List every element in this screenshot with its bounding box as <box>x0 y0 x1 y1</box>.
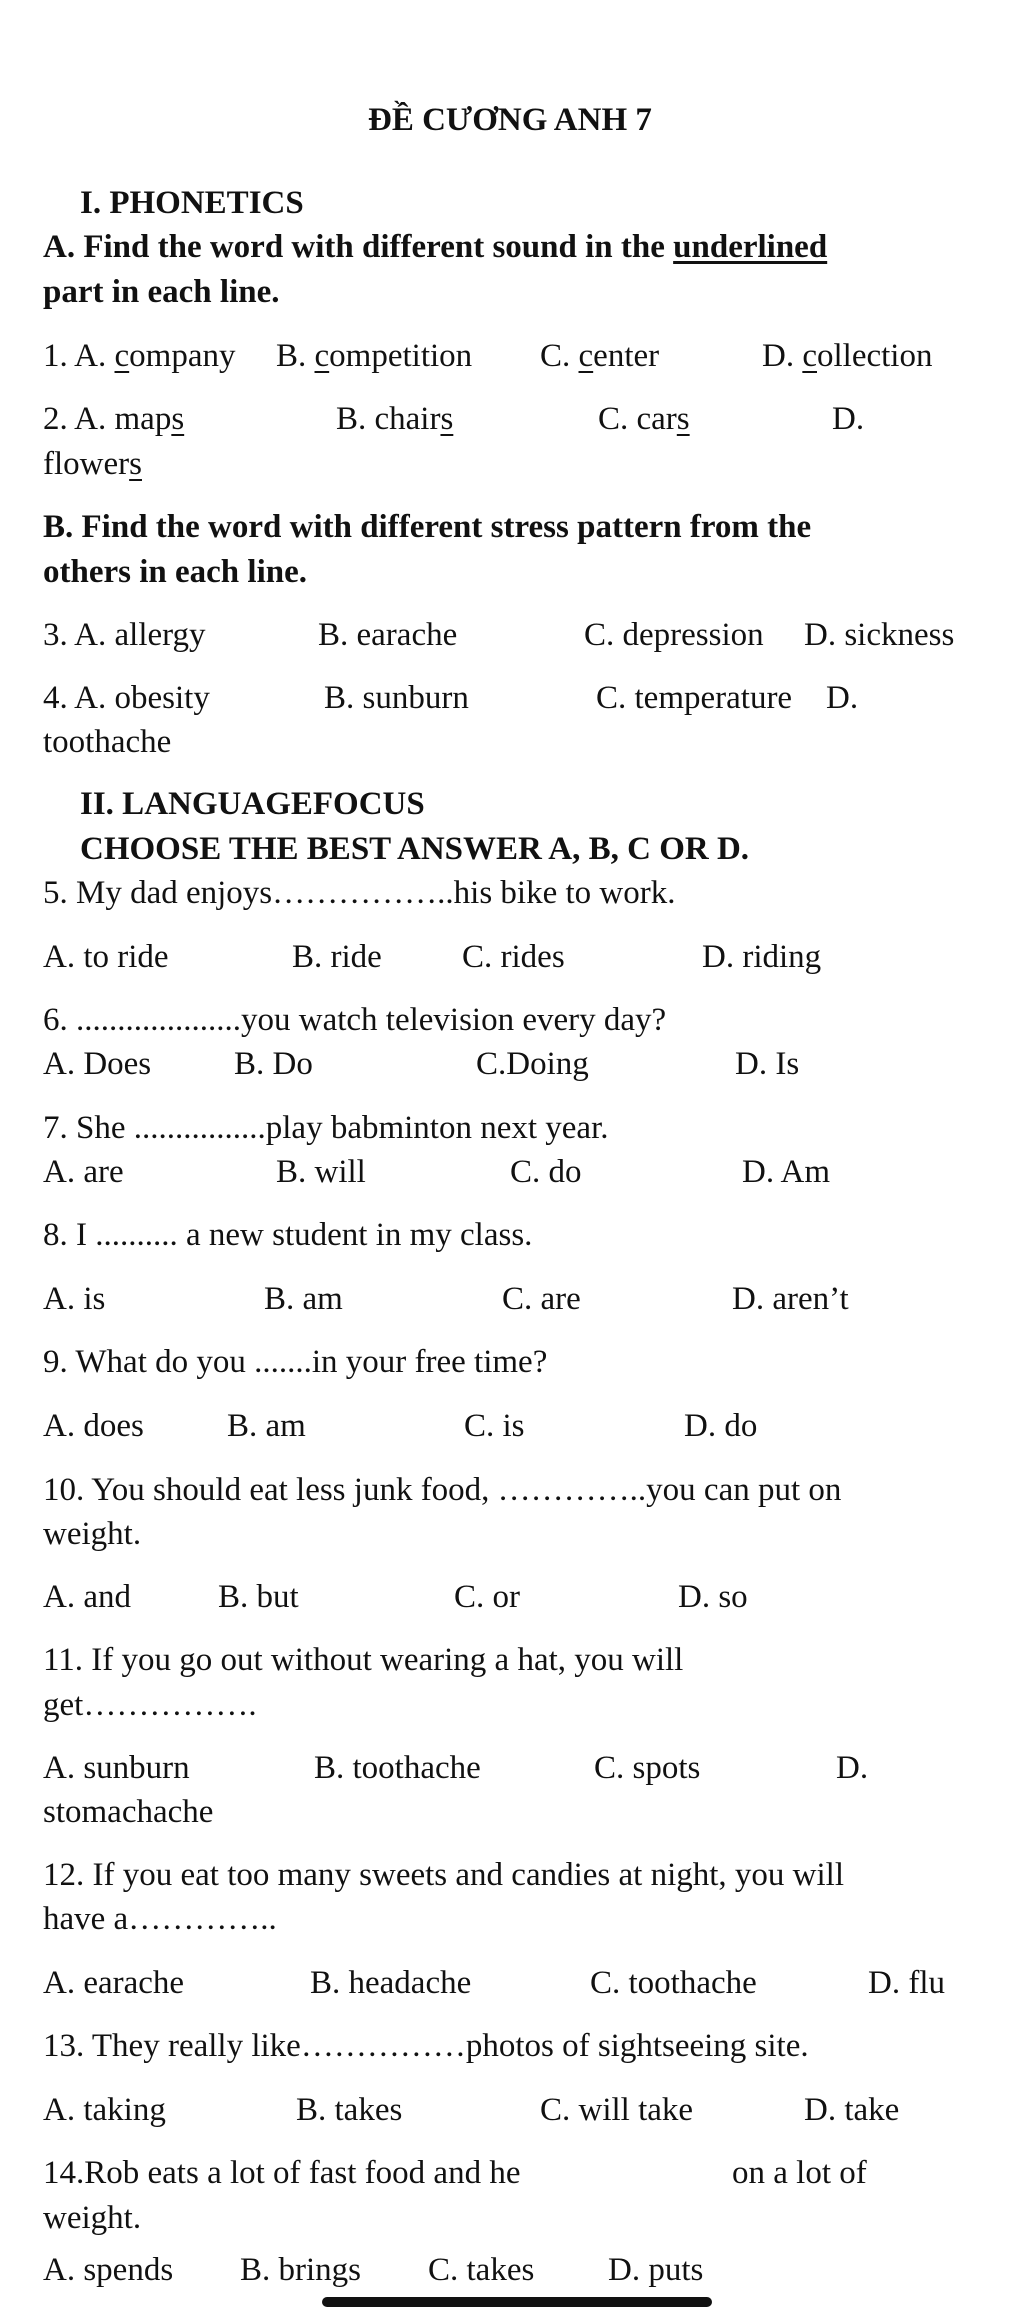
q12-stem-line2: have a………….. <box>43 1901 277 1937</box>
q4-option-d-label: D. <box>826 680 859 716</box>
q5-option-d: D. riding <box>702 939 822 975</box>
q1-d-prefix: D. <box>762 338 803 374</box>
q4-option-a: 4. A. obesity <box>43 680 210 716</box>
q13-option-b: B. takes <box>296 2092 403 2128</box>
q2-option-d <box>43 444 142 484</box>
q9-option-d: D. do <box>684 1408 758 1444</box>
q11-option-d: stomachache <box>43 1794 214 1830</box>
section-phonetics-heading: I. PHONETICS <box>80 185 304 221</box>
q8-stem: 8. I .......... a new student in my class. <box>43 1217 533 1253</box>
q13-option-c: C. will take <box>540 2092 694 2128</box>
q1-b-prefix: B. <box>276 338 315 374</box>
q9-stem: 9. What do you .......in your free time? <box>43 1344 548 1380</box>
q2-option-c <box>598 399 690 439</box>
q7-option-c: C. do <box>510 1154 582 1190</box>
q10-option-a: A. and <box>43 1579 131 1615</box>
part-a-instruction-line1 <box>43 227 827 267</box>
q1-a-rest: ompany <box>129 338 236 374</box>
document-title: ĐỀ CƯƠNG ANH 7 <box>368 102 652 138</box>
part-b-instruction-line2: others in each line. <box>43 554 307 590</box>
q11-stem-line2: get……………. <box>43 1687 257 1723</box>
q14-option-b: B. brings <box>240 2252 362 2288</box>
q8-option-d: D. aren’t <box>732 1281 849 1317</box>
q7-option-d: D. Am <box>742 1154 831 1190</box>
q11-option-d-label: D. <box>836 1750 869 1786</box>
q11-option-c: C. spots <box>594 1750 701 1786</box>
q8-option-c: C. are <box>502 1281 581 1317</box>
q2-option-b <box>336 399 453 439</box>
part-a-instruction-text: A. Find the word with different sound in the <box>43 229 674 265</box>
q1-number: 1. A. <box>43 338 115 374</box>
q1-d-rest: ollection <box>817 338 933 374</box>
q9-option-a: A. does <box>43 1408 144 1444</box>
q10-option-b: B. but <box>218 1579 299 1615</box>
q1-option-a <box>43 336 236 376</box>
q1-c-underlined-letter: c <box>578 338 594 374</box>
q12-option-a: A. earache <box>43 1965 185 2001</box>
q11-stem-line1: 11. If you go out without wearing a hat, you will <box>43 1642 684 1678</box>
q7-option-b: B. will <box>276 1154 366 1190</box>
q1-b-rest: ompetition <box>329 338 473 374</box>
q3-option-d: D. sickness <box>804 617 955 653</box>
q2-b-prefix: B. chair <box>336 401 441 437</box>
q4-option-c: C. temperature <box>596 680 793 716</box>
q1-b-underlined-letter: c <box>314 338 330 374</box>
q11-option-b: B. toothache <box>314 1750 481 1786</box>
q12-option-c: C. toothache <box>590 1965 757 2001</box>
q2-c-underlined-letter: s <box>676 401 690 437</box>
q2-a-underlined-letter: s <box>171 401 185 437</box>
part-a-instruction-line2: part in each line. <box>43 274 280 310</box>
q1-c-prefix: C. <box>540 338 579 374</box>
q1-option-c <box>540 336 659 376</box>
q2-a-prefix: 2. A. map <box>43 401 172 437</box>
q1-d-underlined-letter: c <box>802 338 817 374</box>
q2-c-prefix: C. car <box>598 401 677 437</box>
q12-stem-line1: 12. If you eat too many sweets and candies at night, you will <box>43 1857 844 1893</box>
q2-d-prefix: flower <box>43 446 130 482</box>
q1-option-b <box>276 336 472 376</box>
section-language-focus-heading: II. LANGUAGEFOCUS <box>80 786 425 822</box>
q8-option-b: B. am <box>264 1281 343 1317</box>
q14-stem-line1-part2: on a lot of <box>732 2155 867 2191</box>
q1-c-rest: enter <box>593 338 660 374</box>
q10-option-c: C. or <box>454 1579 520 1615</box>
q8-option-a: A. is <box>43 1281 106 1317</box>
q6-stem: 6. ....................you watch television every day? <box>43 1002 667 1038</box>
q2-option-a <box>43 399 184 439</box>
q12-option-b: B. headache <box>310 1965 472 2001</box>
q6-option-b: B. Do <box>234 1046 313 1082</box>
q4-option-d: toothache <box>43 724 172 760</box>
q7-option-a: A. are <box>43 1154 124 1190</box>
q14-option-d: D. puts <box>608 2252 704 2288</box>
q10-option-d: D. so <box>678 1579 748 1615</box>
part-b-instruction-line1: B. Find the word with different stress pattern from the <box>43 509 812 545</box>
q14-option-a: A. spends <box>43 2252 174 2288</box>
q6-option-d: D. Is <box>735 1046 800 1082</box>
q6-option-c: C.Doing <box>476 1046 589 1082</box>
q1-a-underlined-letter: c <box>114 338 130 374</box>
q5-option-b: B. ride <box>292 939 382 975</box>
q9-option-b: B. am <box>227 1408 306 1444</box>
underlined-word: underlined <box>673 229 828 265</box>
q14-stem-line1-part1: 14.Rob eats a lot of fast food and he <box>43 2155 521 2191</box>
q5-option-c: C. rides <box>462 939 565 975</box>
q14-option-c: C. takes <box>428 2252 535 2288</box>
q11-option-a: A. sunburn <box>43 1750 190 1786</box>
home-indicator-bar[interactable] <box>322 2297 712 2307</box>
q5-stem: 5. My dad enjoys……………..his bike to work. <box>43 875 676 911</box>
q9-option-c: C. is <box>464 1408 525 1444</box>
q2-b-underlined-letter: s <box>440 401 454 437</box>
section-language-focus-instruction: CHOOSE THE BEST ANSWER A, B, C OR D. <box>80 831 750 867</box>
q6-option-a: A. Does <box>43 1046 152 1082</box>
q3-option-a: 3. A. allergy <box>43 617 206 653</box>
q13-option-a: A. taking <box>43 2092 166 2128</box>
q10-stem-line2: weight. <box>43 1516 142 1552</box>
q10-stem-line1: 10. You should eat less junk food, …………..you can put on <box>43 1472 842 1508</box>
q5-option-a: A. to ride <box>43 939 169 975</box>
q3-option-c: C. depression <box>584 617 764 653</box>
q13-stem: 13. They really like……………photos of sightseeing site. <box>43 2028 809 2064</box>
q13-option-d: D. take <box>804 2092 900 2128</box>
q2-option-d-label: D. <box>832 401 865 437</box>
q12-option-d: D. flu <box>868 1965 945 2001</box>
q3-option-b: B. earache <box>318 617 458 653</box>
q2-d-underlined-letter: s <box>129 446 142 482</box>
q1-option-d <box>762 336 932 376</box>
q7-stem: 7. She ................play babminton next year. <box>43 1110 609 1146</box>
q14-stem-line2: weight. <box>43 2200 142 2236</box>
q4-option-b: B. sunburn <box>324 680 469 716</box>
